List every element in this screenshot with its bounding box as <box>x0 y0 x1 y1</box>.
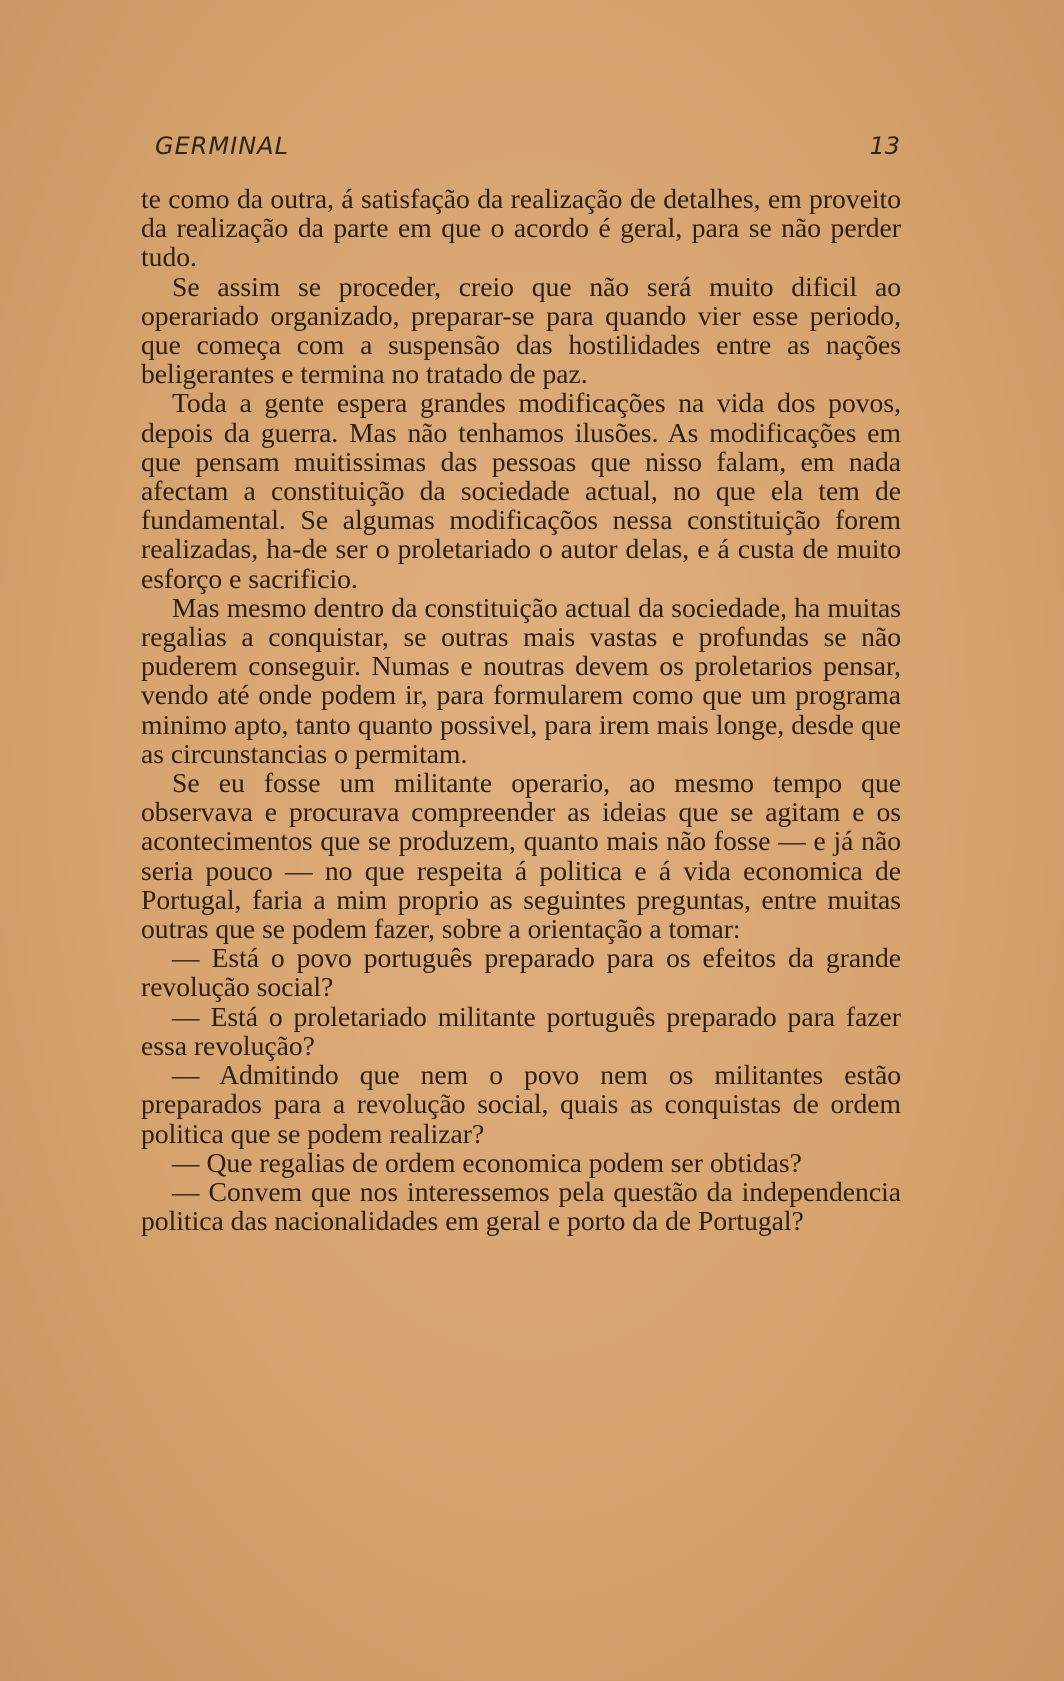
paragraph: Se assim se proceder, creio que não será muito dificil ao operariado organizado, preparar-se para quando vier esse periodo, que começa com a suspensão das hostilidades entre as nações beligerantes e termina no tratado de paz. <box>141 270 901 390</box>
running-head <box>155 132 900 172</box>
question-paragraph: — Admitindo que nem o povo nem os militantes estão preparados para a revolução social, quais as conquistas de ordem politica que se podem realizar? <box>141 1059 901 1149</box>
paragraph: Se eu fosse um militante operario, ao mesmo tempo que observava e procurava compreender as ideias que se agitam e os acontecimentos que se produzem, quanto mais não fosse — e já não seria pouco — no que respeita á politica e á vida economica de Portugal, faria a mim proprio as seguintes preguntas, entre muitas outras que se podem fazer, sobre a orientação a tomar: <box>141 767 901 945</box>
paragraph: Mas mesmo dentro da constituição actual da sociedade, ha muitas regalias a conquistar, se outras mais vastas e profundas se não puderem conseguir. Numas e noutras devem os proletarios pensar, vendo até onde podem ir, para formularem como que um programa minimo apto, tanto quanto possivel, para irem mais longe, desde que as circunstancias o permitam. <box>141 591 901 769</box>
question-paragraph: — Que regalias de ordem economica podem ser obtidas? <box>172 1146 802 1178</box>
body-text <box>141 184 901 1235</box>
paragraph: te como da outra, á satisfação da realização de detalhes, em proveito da realização da parte em que o acordo é geral, para se não perder tudo. <box>141 183 901 273</box>
question-paragraph: — Está o proletariado militante português preparado para fazer essa revolução? <box>141 1000 901 1061</box>
page-number: 13 <box>869 132 900 160</box>
question-paragraph: — Está o povo português preparado para os efeitos da grande revolução social? <box>141 942 901 1003</box>
paragraph: Toda a gente espera grandes modificações na vida dos povos, depois da guerra. Mas não tenhamos ilusões. As modificações em que pensam muitissimas das pessoas que nisso falam, em nada afectam a constituição da sociedade actual, no que ela tem de fundamental. Se algumas modificaçõos nessa constituição forem realizadas, ha-de ser o proletariado o autor delas, e á custa de muito esforço e sacrificio. <box>141 387 901 594</box>
running-head-title: GERMINAL <box>155 132 289 160</box>
question-paragraph: — Convem que nos interessemos pela questão da independencia politica das nacionalidades em geral e porto da de Portugal? <box>141 1175 901 1237</box>
